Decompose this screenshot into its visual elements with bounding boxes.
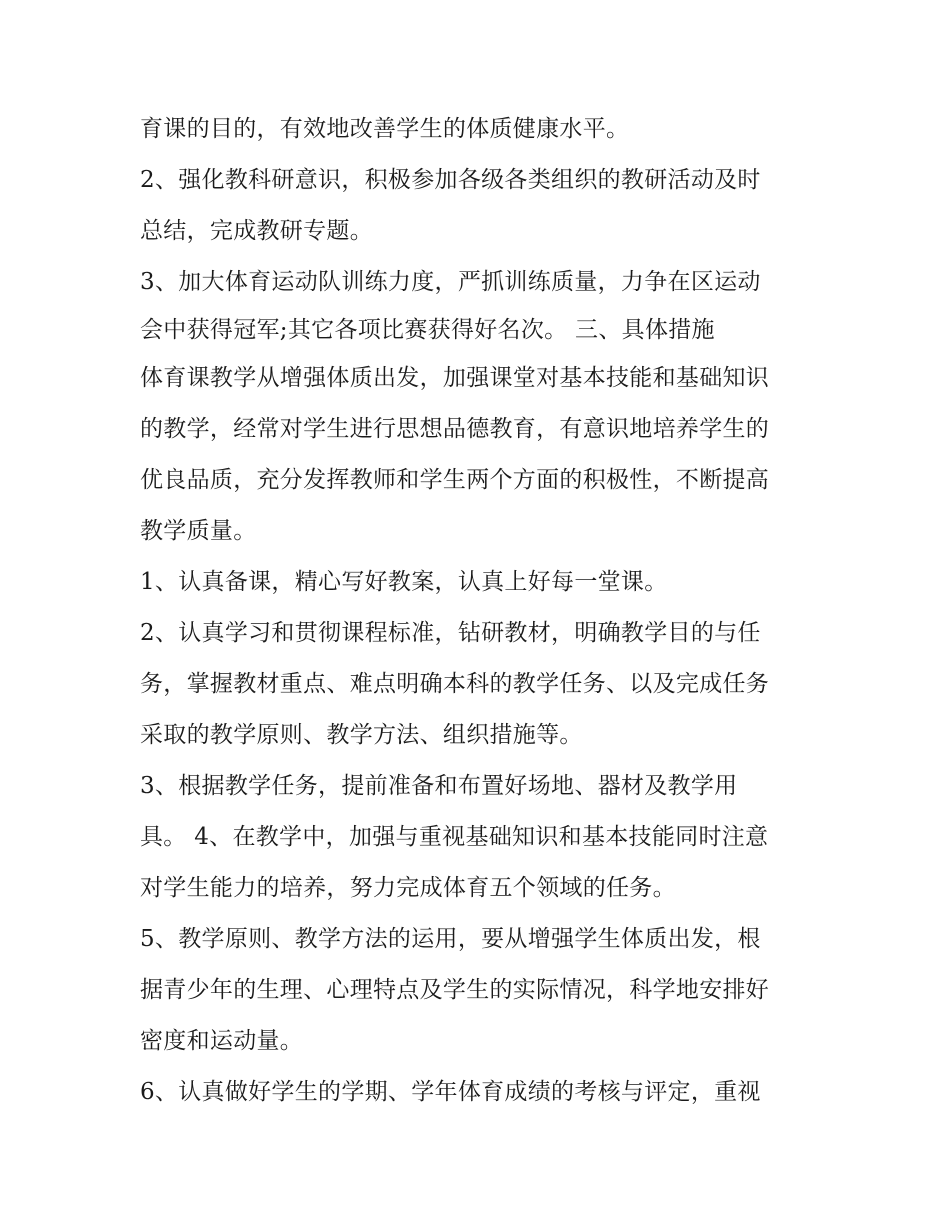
text-line: 的教学，经常对学生进行思想品德教育，有意识地培养学生的 — [140, 416, 770, 442]
text-line: 采取的教学原则、教学方法、组织措施等。 — [140, 722, 583, 748]
text-line: 据青少年的生理、心理特点及学生的实际情况，科学地安排好 — [140, 977, 770, 1003]
text-line: 2、强化教科研意识，积极参加各级各类组织的教研活动及时 — [140, 167, 761, 193]
text-line: 优良品质，充分发挥教师和学生两个方面的积极性，不断提高 — [140, 467, 770, 493]
text-line: 对学生能力的培养，努力完成体育五个领域的任务。 — [140, 875, 676, 901]
text-line: 体育课教学从增强体质出发，加强课堂对基本技能和基础知识 — [140, 365, 770, 391]
text-line: 具。 4、在教学中，加强与重视基础知识和基本技能同时注意 — [140, 824, 769, 850]
text-line: 3、根据教学任务，提前准备和布置好场地、器材及教学用 — [140, 773, 738, 799]
body-text — [140, 104, 830, 1118]
text-line: 教学质量。 — [140, 518, 257, 544]
text-line: 6、认真做好学生的学期、学年体育成绩的考核与评定，重视 — [140, 1079, 761, 1105]
text-line: 1、认真备课，精心写好教案，认真上好每一堂课。 — [140, 569, 668, 595]
text-line: 总结，完成教研专题。 — [140, 218, 373, 244]
text-line: 3、加大体育运动队训练力度，严抓训练质量，力争在区运动 — [140, 269, 761, 295]
text-line: 5、教学原则、教学方法的运用，要从增强学生体质出发，根 — [140, 926, 761, 952]
text-line: 育课的目的，有效地改善学生的体质健康水平。 — [140, 116, 630, 142]
text-line: 务，掌握教材重点、难点明确本科的教学任务、以及完成任务 — [140, 671, 770, 697]
text-line: 会中获得冠军;其它各项比赛获得好名次。 三、具体措施 — [140, 317, 715, 343]
text-line: 2、认真学习和贯彻课程标准，钻研教材，明确教学目的与任 — [140, 620, 761, 646]
text-line: 密度和运动量。 — [140, 1028, 304, 1054]
